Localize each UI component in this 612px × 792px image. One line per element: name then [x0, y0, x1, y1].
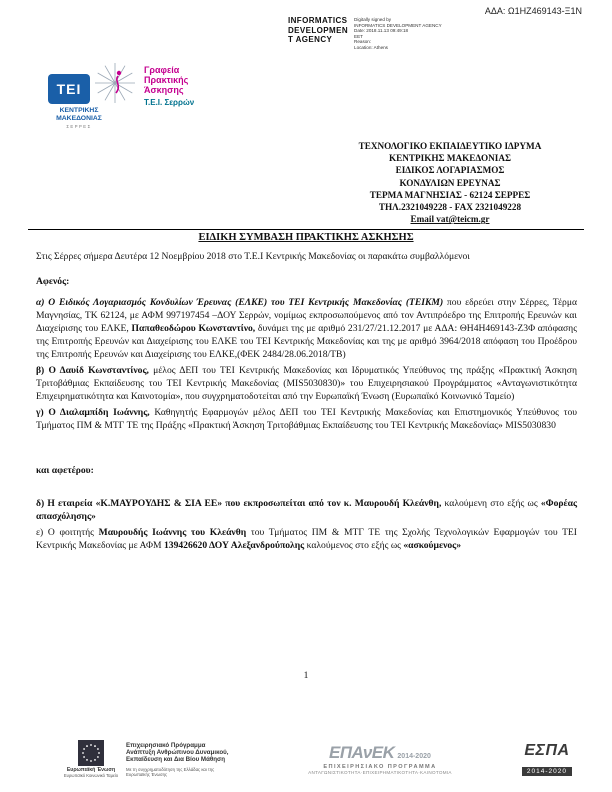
tei-logo	[46, 60, 246, 148]
practice-office-label: Γραφεία Πρακτικής Άσκησης Τ.Ε.Ι. Σερρών	[144, 65, 195, 107]
letterhead-line: ΚΕΝΤΡΙΚΗΣ ΜΑΚΕΔΟΝΙΑΣ	[389, 153, 511, 164]
espa-years: 2014-2020	[522, 767, 572, 776]
stamp-agency-line: DEVELOPMEN	[288, 25, 349, 35]
paragraph-e: ε) Ο φοιτητής Μαυρουδής Ιωάννης του Κλεάνθη του Τμήματος ΠΜ & ΜΤΓ ΤΕ της Σχολής Τεχνολογικών Εφαρμογών του ΤΕΙ Κεντρικής Μακεδονίας με ΑΦΜ 139426620 ΔΟΥ Αλεξανδρούπολης καλούμενος στο εξής ως «ασκούμενος»	[36, 527, 577, 551]
letterhead-line: ΚΟΝΔΥΛΙΩΝ ΕΡΕΥΝΑΣ	[399, 177, 501, 188]
paragraph-d: δ) Η εταιρεία «Κ.ΜΑΥΡΟΥΔΗΣ & ΣΙΑ ΕΕ» που εκπροσωπείται από τον κ. Μαυρουδή Κλεάνθη, καλούμενη στο εξής ως «Φορέας απασχόλησης»	[36, 498, 577, 522]
letterhead-line: ΤΕΧΝΟΛΟΓΙΚΟ ΕΚΠΑΙΔΕΥΤΙΚΟ ΙΔΡΥΜΑ	[358, 141, 542, 151]
letterhead-line: ΤΕΡΜΑ ΜΑΓΝΗΣΙΑΣ - 62124 ΣΕΡΡΕΣ	[369, 189, 531, 200]
letterhead	[314, 140, 586, 225]
afeterou-label: και αφετέρου:	[36, 465, 94, 476]
page-number: 1	[303, 671, 309, 681]
paragraph-b: β) Ο Δαυίδ Κωνσταντίνος, μέλος ΔΕΠ του ΤΕΙ Κεντρικής Μακεδονίας και Ιδρυματικός Υπεύθυνος της πράξης «Πρακτική Άσκηση Τριτοβάθμιας Εκπαίδευσης του ΤΕΙ Κεντρικής Μακεδονίας (MIS5030830)» του Επιχειρησιακού Προγράμματος «Ανταγωνιστικότητα Επιχειρηματικότητα και Καινοτομία», που συγχρηματοδοτείται από την Ευρωπαϊκή Ένωση (Ευρωπαϊκό Κοινωνικό Ταμείο)	[36, 365, 577, 402]
stamp-agency-line: INFORMATICS	[288, 16, 348, 25]
stamp-signature-details: Digitally signed by INFORMATICS DEVELOPMENT AGENCY Date: 2018.11.13 09:49:18 EET Reason: Location: Athens	[354, 17, 442, 50]
tei-region-name: ΚΕΝΤΡΙΚΗΣ ΜΑΚΕΔΟΝΙΑΣ ΣΕΡΡΕΣ	[46, 107, 112, 131]
letterhead-email[interactable]: Email vat@teicm.gr	[410, 214, 490, 225]
eu-program-group	[62, 740, 238, 778]
cofinance-note: Με τη συγχρηματοδότηση της Ελλάδας και της Ευρωπαϊκής Ένωσης	[126, 766, 215, 777]
paragraph-a: α) Ο Ειδικός Λογαριασμός Κονδυλίων Έρευνας (ΕΛΚΕ) του ΤΕΙ Κεντρικής Μακεδονίας (ΤΕΙΚΜ) που εδρεύει στην Σέρρες, Τέρμα Μαγνησίας, ΤΚ 62124, με ΑΦΜ 997197454 –ΔΟΥ Σερρών, νομίμως εκπροσωπούμενος από τον Αντιπρόεδρο της Επιτροπής Ερευνών και Διαχείρισης του ΕΛΚΕ, Παπαθεοδώρου Κωνσταντίνο, δυνάμει της με αριθμό 231/27/21.12.2017 με ΑΔΑ: ΘΗ4Η469143-Ζ3Φ απόφασης της Επιτροπής Ερευνών και Διαχείρισης του ΕΛΚΕ του ΤΕΙ Κεντρικής Μακεδονίας και της με αριθμό 3964/2018 απόφαση του Προέδρου της Επιτροπής Ερευνών και Διαχείρισης του ΕΛΚΕ,(ΦΕΚ 2484/28.06.2018/ΤΒ)	[36, 297, 578, 360]
epanek-subtitle2: ΑΝΤΑΓΩΝΙΣΤΙΚΟΤΗΤΑ·ΕΠΙΧΕΙΡΗΜΑΤΙΚΟΤΗΤΑ·ΚΑΙΝΟΤΟΜΙΑ	[308, 770, 452, 775]
eu-label: Ευρωπαϊκή Ένωση	[66, 767, 116, 773]
tei-city: ΣΕΡΡΕΣ	[66, 124, 92, 130]
espa-name: ΕΣΠΑ	[524, 742, 570, 759]
document-title: ΕΙΔΙΚΗ ΣΥΜΒΑΣΗ ΠΡΑΚΤΙΚΗΣ ΑΣΚΗΣΗΣ	[198, 232, 414, 243]
separator-rule	[28, 229, 584, 230]
eu-fund-label: Ευρωπαϊκό Κοινωνικό Ταμείο	[63, 773, 119, 778]
letterhead-line: ΕΙΔΙΚΟΣ ΛΟΓΑΡΙΑΣΜΟΣ	[395, 165, 505, 176]
letterhead-line: ΤΗΛ.2321049228 - FAX 2321049228	[378, 202, 522, 213]
stamp-agency-name	[288, 16, 348, 51]
epanek-subtitle: ΕΠΙΧΕΙΡΗΣΙΑΚΟ ΠΡΟΓΡΑΜΜΑ	[323, 764, 437, 770]
tei-logo-box	[48, 74, 90, 104]
epanek-name: ΕΠΑνΕΚ	[329, 743, 395, 762]
ada-code: ΑΔΑ: Ω1ΗΖ469143-Ξ1Ν	[484, 6, 582, 16]
stamp-agency-line: T AGENCY	[288, 35, 333, 44]
epanek-logo	[308, 740, 452, 775]
document-body	[36, 250, 577, 555]
afenos-label: Αφενός:	[36, 276, 70, 287]
eu-flag-icon	[78, 740, 104, 766]
footer-banner	[62, 740, 572, 778]
paragraph-c: γ) Ο Διαλαμπίδη Ιωάννης, Καθηγητής Εφαρμογών μέλος ΔΕΠ του ΤΕΙ Κεντρικής Μακεδονίας και Επιστημονικός Υπεύθυνος του Τμήματος ΠΜ & ΜΤΓ ΤΕ της Πράξης «Πρακτική Άσκηση Τριτοβάθμιας Εκπαίδευσης του ΤΕΙ Κεντρικής Μακεδονίας» MIS5030830	[36, 407, 578, 431]
tei-acronym: ΤΕΙ	[56, 81, 82, 97]
digital-signature-stamp	[288, 16, 442, 51]
espa-logo	[522, 740, 572, 778]
practice-office-tei: Τ.Ε.Ι. Σερρών	[144, 98, 195, 107]
intro-paragraph: Στις Σέρρες σήμερα Δευτέρα 12 Νοεμβρίου 2018 στο Τ.Ε.Ι Κεντρικής Μακεδονίας οι παρακάτω συμβαλλόμενοι	[36, 251, 470, 262]
program-title: Επιχειρησιακό Πρόγραμμα Ανάπτυξη Ανθρώπινου Δυναμικού, Εκπαίδευση και Δια Βίου Μάθηση Με τη συγχρηματοδότηση της Ελλάδας και της Ευρωπαϊκής Ένωσης	[126, 740, 238, 778]
epanek-years: 2014-2020	[397, 753, 431, 760]
starburst-icon	[92, 60, 138, 106]
